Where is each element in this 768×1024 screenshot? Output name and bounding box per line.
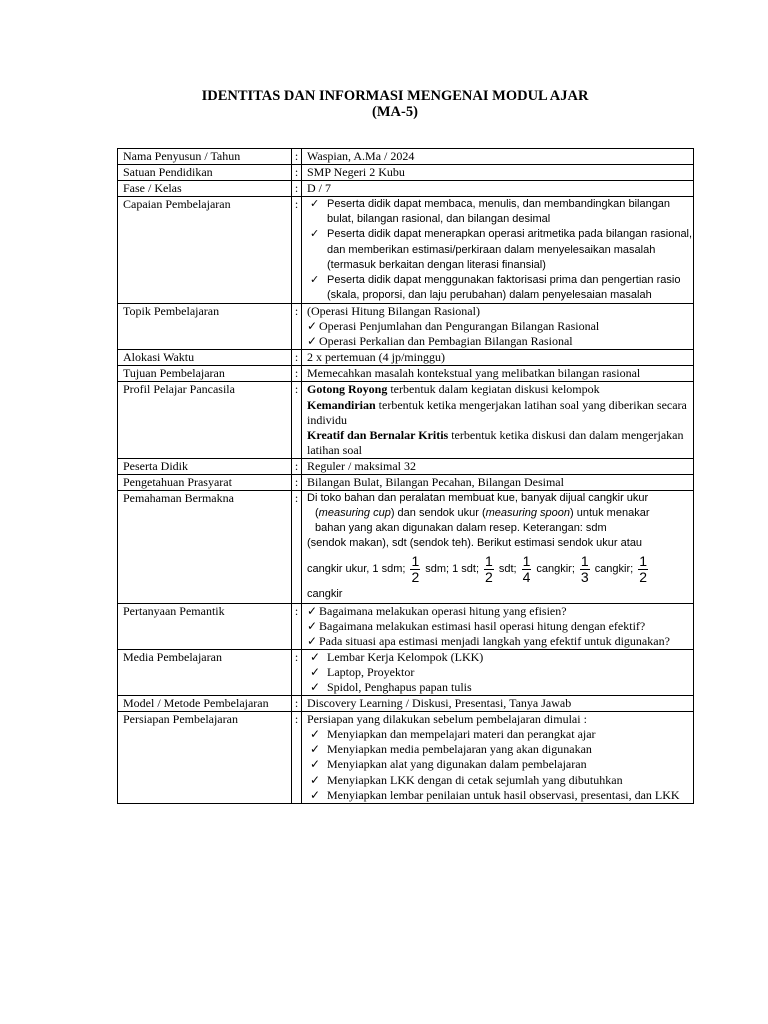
row-topik xyxy=(118,303,694,349)
pemantik-list xyxy=(307,604,693,649)
separator-colon: : xyxy=(292,382,302,458)
value-fase: D / 7 xyxy=(302,181,694,197)
fraction-numerator: 1 xyxy=(580,552,589,569)
label-penyusun: Nama Penyusun / Tahun xyxy=(118,149,292,165)
row-capaian xyxy=(118,197,694,304)
profil-item-text: terbentuk ketika mengerjakan latihan soal yang diberikan secara individu xyxy=(307,397,687,427)
row-peserta xyxy=(118,458,694,474)
row-profil xyxy=(118,382,694,458)
capaian-list xyxy=(307,197,693,303)
text-segment: sdm; 1 sdt; xyxy=(425,562,480,575)
row-pemantik xyxy=(118,603,694,649)
value-profil xyxy=(302,382,694,458)
list-item: ✓ Spidol, Penghapus papan tulis xyxy=(307,680,693,695)
list-item: ✓ Laptop, Proyektor xyxy=(307,665,693,680)
separator-colon: : xyxy=(292,712,302,804)
fraction xyxy=(580,554,590,585)
list-item: ✓ Menyiapkan dan mempelajari materi dan perangkat ajar xyxy=(307,727,693,742)
row-prasyarat xyxy=(118,474,694,490)
row-media xyxy=(118,649,694,695)
text-segment: ( xyxy=(315,507,319,520)
text-segment: sdt; xyxy=(498,562,517,575)
topik-list xyxy=(307,319,693,349)
profil-item-title: Kreatif dan Bernalar Kritis xyxy=(307,427,449,442)
separator-colon: : xyxy=(292,303,302,349)
fraction-denominator: 3 xyxy=(580,568,589,585)
list-item: ✓ Peserta didik dapat menggunakan faktorisasi prima dan pengertian rasio (skala, proporsi, dan laju perubahan) dalam penyelesaian masalah xyxy=(307,273,693,303)
label-fase: Fase / Kelas xyxy=(118,181,292,197)
value-peserta: Reguler / maksimal 32 xyxy=(302,458,694,474)
fraction-denominator: 2 xyxy=(639,568,648,585)
fraction-numerator: 1 xyxy=(639,552,648,569)
module-info-table xyxy=(117,148,694,804)
pemahaman-line: (sendok makan), sdt (sendok teh). Berikut estimasi sendok ukur atau xyxy=(307,537,643,550)
persiapan-intro: Persiapan yang dilakukan sebelum pembelajaran dimulai : xyxy=(307,712,587,727)
text-segment: ) untuk menakar xyxy=(570,507,650,520)
label-model: Model / Metode Pembelajaran xyxy=(118,696,292,712)
profil-item-text: terbentuk ketika diskusi dan dalam mengerjakan latihan soal xyxy=(307,427,684,457)
value-capaian xyxy=(302,197,694,304)
separator-colon: : xyxy=(292,696,302,712)
pemahaman-line: Di toko bahan dan peralatan membuat kue, banyak dijual cangkir ukur xyxy=(307,492,649,505)
label-pemahaman: Pemahaman Bermakna xyxy=(118,491,292,603)
fraction xyxy=(522,554,532,585)
list-item: ✓ Menyiapkan alat yang digunakan dalam pembelajaran xyxy=(307,757,693,772)
label-prasyarat: Pengetahuan Prasyarat xyxy=(118,474,292,490)
label-profil: Profil Pelajar Pancasila xyxy=(118,382,292,458)
list-item: ✓ Menyiapkan media pembelajaran yang akan digunakan xyxy=(307,742,693,757)
list-item: ✓ Operasi Penjumlahan dan Pengurangan Bilangan Rasional xyxy=(307,319,693,334)
label-persiapan: Persiapan Pembelajaran xyxy=(118,712,292,804)
fraction-denominator: 4 xyxy=(522,568,531,585)
row-penyusun xyxy=(118,149,694,165)
value-pemantik xyxy=(302,603,694,649)
separator-colon: : xyxy=(292,181,302,197)
fraction-denominator: 2 xyxy=(485,568,493,585)
separator-colon: : xyxy=(292,458,302,474)
pemahaman-line: cangkir xyxy=(307,588,343,601)
emphasis-text: measuring spoon xyxy=(485,507,570,520)
list-item: ✓ Peserta didik dapat menerapkan operasi aritmetika pada bilangan rasional, dan memberikan estimasi/perkiraan dalam menyelesaikan masalah (termasuk berkaitan dengan literasi finansial) xyxy=(307,227,693,272)
list-item: ✓ Menyiapkan lembar penilaian untuk hasil observasi, presentasi, dan LKK xyxy=(307,788,693,803)
separator-colon: : xyxy=(292,197,302,304)
media-list xyxy=(307,650,693,695)
value-topik xyxy=(302,303,694,349)
label-pemantik: Pertanyaan Pemantik xyxy=(118,603,292,649)
fraction xyxy=(410,554,420,585)
row-pemahaman xyxy=(118,491,694,603)
list-item: ✓ Lembar Kerja Kelompok (LKK) xyxy=(307,650,693,665)
title-line-1: IDENTITAS DAN INFORMASI MENGENAI MODUL AJAR xyxy=(201,88,589,104)
text-segment: cangkir; xyxy=(536,562,575,575)
text-segment: cangkir; xyxy=(594,562,634,575)
row-alokasi xyxy=(118,350,694,366)
list-item: ✓ Operasi Perkalian dan Pembagian Bilangan Rasional xyxy=(307,334,693,349)
fraction xyxy=(638,554,648,585)
separator-colon: : xyxy=(292,603,302,649)
text-segment: ) dan sendok ukur ( xyxy=(390,507,486,520)
profil-item xyxy=(307,382,693,397)
row-tujuan xyxy=(118,366,694,382)
separator-colon: : xyxy=(292,149,302,165)
pemahaman-line xyxy=(307,506,693,521)
profil-item-title: Gotong Royong xyxy=(307,382,388,397)
row-satuan xyxy=(118,165,694,181)
text-segment: cangkir ukur, 1 sdm; xyxy=(307,562,406,575)
fraction-denominator: 2 xyxy=(411,568,420,585)
persiapan-list xyxy=(307,727,693,802)
value-pemahaman xyxy=(302,491,694,603)
profil-item xyxy=(307,398,693,428)
fraction xyxy=(484,554,494,585)
label-satuan: Satuan Pendidikan xyxy=(118,165,292,181)
value-model: Discovery Learning / Diskusi, Presentasi, Tanya Jawab xyxy=(302,696,694,712)
row-persiapan xyxy=(118,712,694,804)
emphasis-text: measuring cup xyxy=(318,507,391,520)
value-media xyxy=(302,649,694,695)
profil-item-text: terbentuk dalam kegiatan diskusi kelompok xyxy=(387,382,600,397)
title-line-2: (MA-5) xyxy=(372,104,418,120)
row-model xyxy=(118,696,694,712)
value-tujuan: Memecahkan masalah kontekstual yang melibatkan bilangan rasional xyxy=(302,366,694,382)
profil-item-title: Kemandirian xyxy=(307,397,376,412)
row-fase xyxy=(118,181,694,197)
document-title xyxy=(0,88,768,120)
list-item: ✓ Peserta didik dapat membaca, menulis, dan membandingkan bilangan bulat, bilangan rasional, dan bilangan desimal xyxy=(307,197,693,227)
list-item: ✓ Pada situasi apa estimasi menjadi langkah yang efektif untuk digunakan? xyxy=(307,634,693,649)
list-item: ✓ Menyiapkan LKK dengan di cetak sejumlah yang dibutuhkan xyxy=(307,773,693,788)
separator-colon: : xyxy=(292,350,302,366)
topik-intro: (Operasi Hitung Bilangan Rasional) xyxy=(307,303,480,318)
separator-colon: : xyxy=(292,491,302,603)
label-topik: Topik Pembelajaran xyxy=(118,303,292,349)
value-alokasi: 2 x pertemuan (4 jp/minggu) xyxy=(302,350,694,366)
label-tujuan: Tujuan Pembelajaran xyxy=(118,366,292,382)
value-satuan: SMP Negeri 2 Kubu xyxy=(302,165,694,181)
list-item: ✓ Bagaimana melakukan operasi hitung yang efisien? xyxy=(307,604,693,619)
label-capaian: Capaian Pembelajaran xyxy=(118,197,292,304)
value-penyusun: Waspian, A.Ma / 2024 xyxy=(302,149,694,165)
pemahaman-line: bahan yang akan digunakan dalam resep. Keterangan: sdm xyxy=(315,522,607,535)
separator-colon: : xyxy=(292,649,302,695)
fraction-numerator: 1 xyxy=(522,552,531,569)
fraction-line xyxy=(307,551,693,587)
label-peserta: Peserta Didik xyxy=(118,458,292,474)
value-prasyarat: Bilangan Bulat, Bilangan Pecahan, Bilangan Desimal xyxy=(302,474,694,490)
value-persiapan xyxy=(302,712,694,804)
label-media: Media Pembelajaran xyxy=(118,649,292,695)
separator-colon: : xyxy=(292,474,302,490)
separator-colon: : xyxy=(292,165,302,181)
fraction-numerator: 1 xyxy=(485,552,493,569)
profil-item xyxy=(307,428,693,458)
fraction-numerator: 1 xyxy=(411,552,420,569)
separator-colon: : xyxy=(292,366,302,382)
label-alokasi: Alokasi Waktu xyxy=(118,350,292,366)
list-item: ✓ Bagaimana melakukan estimasi hasil operasi hitung dengan efektif? xyxy=(307,619,693,634)
